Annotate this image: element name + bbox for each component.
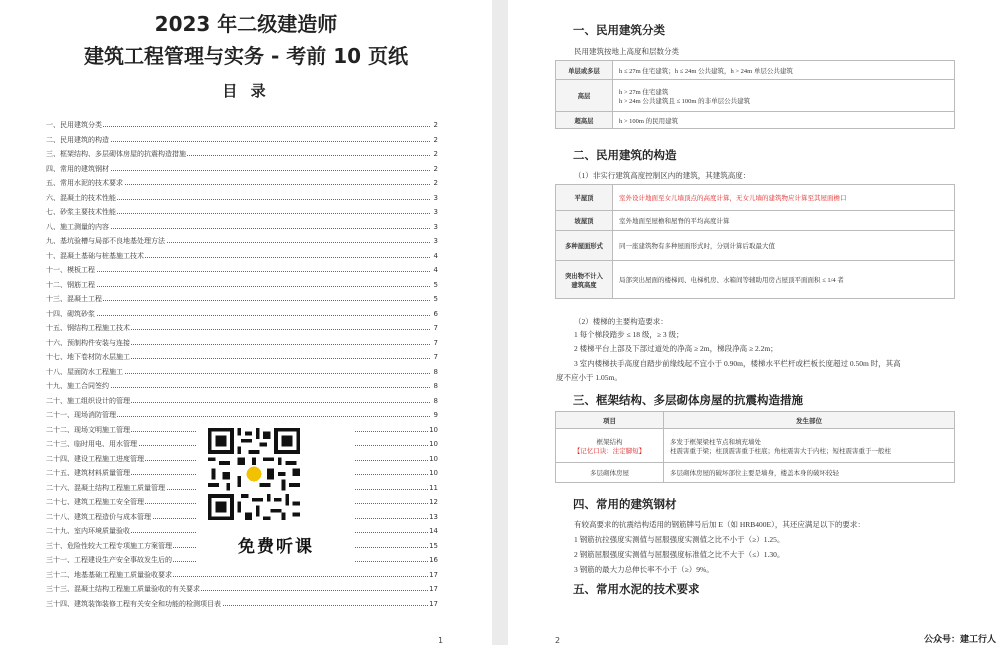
toc-entry-label: 二十一、现场消防管理 <box>46 411 116 419</box>
table-cell <box>613 80 955 112</box>
toc-entry <box>46 307 438 322</box>
table-header: 发生部位 <box>664 412 955 429</box>
toc-entry-page: 10 <box>428 437 438 452</box>
toc-entry-page: 3 <box>433 234 438 249</box>
toc-entry-page: 15 <box>428 539 438 554</box>
toc-leader <box>46 286 430 287</box>
toc-entry <box>46 568 438 583</box>
toc-entry-page: 7 <box>433 336 438 351</box>
seismic-measures-table <box>555 411 955 483</box>
building-height-table <box>555 184 955 299</box>
section-4-intro: 有较高要求的抗震结构适用的钢筋牌号后加 E（如 HRB400E），其还应满足以下的要求： <box>574 520 865 529</box>
toc-entry <box>46 118 438 133</box>
table-cell-head: 多种屋面形式 <box>556 231 613 261</box>
toc-entry <box>46 582 438 597</box>
table-cell-text: h > 24m 公共建筑且 ≤ 100m 的非单层公共建筑 <box>619 97 751 105</box>
toc-entry <box>46 162 438 177</box>
toc-entry-label: 三、框架结构、多层砌体房屋的抗震构造措施 <box>46 150 186 158</box>
toc-leader <box>46 315 430 316</box>
toc-entry <box>46 176 438 191</box>
toc-entry-label: 二十九、室内环境质量验收 <box>46 527 130 535</box>
table-header: 项目 <box>556 412 664 429</box>
stairs-line-1: 1 每个梯段踏步 ≤ 18 级，≥ 3 级； <box>574 330 684 339</box>
toc-entry-label: 四、常用的建筑钢材 <box>46 164 109 173</box>
toc-entry-label: 二十五、建筑材料质量管理 <box>46 469 130 477</box>
toc-entry-page: 2 <box>433 147 438 162</box>
section-title-4: 四、常用的建筑钢材 <box>573 497 677 511</box>
table-cell-text: 框架结构 <box>596 438 623 446</box>
toc-entry <box>46 191 438 206</box>
table-cell: 多层砌体房屋的破坏部位主要是墙身，楼盖本身的破坏较轻 <box>664 463 955 483</box>
toc-entry-page: 2 <box>433 176 438 191</box>
toc-entry-page: 10 <box>428 466 438 481</box>
table-cell-head: 多层砌体房屋 <box>556 463 664 483</box>
toc-entry <box>46 249 438 264</box>
toc-entry-page: 9 <box>433 408 438 423</box>
toc-entry-label: 十九、施工合同签约 <box>46 382 109 390</box>
mnemonic-text: 【记忆口诀：注定脚短】 <box>573 447 646 455</box>
table-cell-head: 超高层 <box>556 112 613 129</box>
toc-entry-page: 2 <box>433 133 438 148</box>
toc-entry-label: 二、民用建筑的构造 <box>46 135 109 144</box>
toc-entry-label: 三十一、工程建设生产安全事故发生后的 <box>46 556 172 564</box>
table-cell: 室外地面至屋檐和屋脊的平均高度计算 <box>613 211 955 231</box>
toc-entry <box>46 147 438 162</box>
toc-entry-page: 3 <box>433 220 438 235</box>
table-cell-text: 柱震害重于梁；柱顶震害重于柱底；角柱震害大于内柱；短柱震害重于一般柱 <box>670 447 891 455</box>
stairs-line-2: 2 楼梯平台上部及下部过道处的净高 ≥ 2m，梯段净高 ≥ 2.2m； <box>574 344 778 353</box>
table-cell-head <box>556 429 664 463</box>
toc-entry <box>46 321 438 336</box>
toc-entry-label: 五、常用水泥的技术要求 <box>46 179 123 187</box>
toc-entry-page: 8 <box>433 394 438 409</box>
toc-entry-label: 三十四、建筑装饰装修工程有关安全和功能的检测项目表 <box>46 599 221 608</box>
table-cell: 同一座建筑物有多种屋面形式时，分别计算后取最大值 <box>613 231 955 261</box>
table-cell: h > 100m 的民用建筑 <box>613 112 955 129</box>
toc-entry-label: 十四、砌筑砂浆 <box>46 309 95 318</box>
toc-entry-page: 2 <box>433 118 438 133</box>
table-cell-head: 单层或多层 <box>556 61 613 80</box>
wechat-account-label: 公众号：建工行人 <box>923 635 996 645</box>
toc-entry-page: 4 <box>433 249 438 264</box>
toc-entry-label: 十、混凝土基础与桩基施工技术 <box>46 251 144 260</box>
toc-entry-page: 10 <box>428 452 438 467</box>
toc-entry-label: 十五、钢结构工程施工技术 <box>46 324 130 332</box>
toc-entry <box>46 234 438 249</box>
page-number-2: 2 <box>555 636 561 645</box>
toc-entry-page: 7 <box>433 321 438 336</box>
toc-entry-label: 二十四、建设工程施工进度管理 <box>46 454 144 463</box>
toc-entry-page: 6 <box>433 307 438 322</box>
toc-entry-label: 二十八、建筑工程造价与成本管理 <box>46 512 151 521</box>
toc-entry-label: 二十七、建筑工程施工安全管理 <box>46 498 144 506</box>
document-page-1 <box>0 0 492 645</box>
steel-line-1: 1 钢筋抗拉强度实测值与屈服强度实测值之比不小于（≥）1.25。 <box>574 535 785 544</box>
toc-entry-page: 5 <box>433 292 438 307</box>
toc-entry-label: 三十二、地基基础工程施工质量验收要求 <box>46 570 172 579</box>
section-2-intro: （1）非实行建筑高度控制区内的建筑，其建筑高度： <box>574 171 751 180</box>
steel-line-3: 3 钢筋的最大力总伸长率不小于（≥）9%。 <box>574 565 714 574</box>
toc-entry-page: 17 <box>428 568 438 583</box>
toc-entry-page: 11 <box>428 481 438 496</box>
toc-entry-page: 5 <box>433 278 438 293</box>
toc-entry-page: 4 <box>433 263 438 278</box>
page-number-1: 1 <box>438 636 444 645</box>
toc-entry-label: 二十、施工组织设计的管理 <box>46 396 130 405</box>
toc-leader <box>46 126 430 127</box>
table-cell-text: h > 27m 住宅建筑 <box>619 88 669 96</box>
table-cell-head: 平屋顶 <box>556 185 613 211</box>
toc-entry-label: 六、混凝土的技术性能 <box>46 193 116 202</box>
toc-entry-label: 九、基坑验槽与局部不良地基处理方法 <box>46 237 165 245</box>
toc-entry-page: 13 <box>428 510 438 525</box>
toc-entry <box>46 379 438 394</box>
stairs-intro: （2）楼梯的主要构造要求： <box>574 317 668 326</box>
toc-entry-page: 2 <box>433 162 438 177</box>
toc-entry <box>46 336 438 351</box>
toc-entry-label: 十三、混凝土工程 <box>46 295 102 303</box>
section-title-5: 五、常用水泥的技术要求 <box>573 582 700 596</box>
section-title-3: 三、框架结构、多层砌体房屋的抗震构造措施 <box>573 393 803 407</box>
section-title-2: 二、民用建筑的构造 <box>573 148 677 162</box>
toc-entry-page: 8 <box>433 365 438 380</box>
toc-entry <box>46 365 438 380</box>
toc-entry-page: 8 <box>433 379 438 394</box>
stairs-line-3: 3 室内楼梯扶手高度自踏步前缘线起不宜小于 0.90m，楼梯水平栏杆或栏板长度超过 0.50m 时，其高 <box>574 359 901 368</box>
qr-logo-icon <box>247 467 262 482</box>
toc-entry <box>46 133 438 148</box>
toc-entry-label: 三十、危险性较大工程专项施工方案管理 <box>46 541 172 550</box>
section-1-intro: 民用建筑按地上高度和层数分类 <box>574 47 679 56</box>
toc-entry <box>46 205 438 220</box>
toc-entry <box>46 263 438 278</box>
toc-entry-page: 16 <box>428 553 438 568</box>
table-cell-head: 高层 <box>556 80 613 112</box>
table-cell-text: h ≤ 27m 住宅建筑；h ≤ 24m 公共建筑，h > 24m 单层公共建筑 <box>619 67 793 75</box>
toc-entry-page: 12 <box>428 495 438 510</box>
toc-leader <box>46 300 430 301</box>
toc-entry-label: 七、砂浆主要技术性能 <box>46 208 116 216</box>
stairs-line-4: 度不应小于 1.05m。 <box>556 373 622 382</box>
toc-entry-page: 17 <box>428 582 438 597</box>
toc-entry <box>46 597 438 612</box>
toc-entry <box>46 278 438 293</box>
table-cell <box>613 61 955 80</box>
toc-entry-label: 三十三、混凝土结构工程施工质量验收的有关要求 <box>46 585 200 593</box>
table-cell-head: 坡屋顶 <box>556 211 613 231</box>
toc-entry-label: 二十二、现场文明施工管理 <box>46 425 130 434</box>
toc-entry-label: 二十三、临时用电、用水管理 <box>46 440 137 448</box>
doc-title-year: 2023 年二级建造师 <box>154 12 338 36</box>
toc-entry-label: 十七、地下卷材防水层施工 <box>46 353 130 361</box>
toc-heading: 目 录 <box>222 82 270 100</box>
table-cell: 局部突出屋面的楼梯间、电梯机房、水箱间等辅助用房占屋顶平面面积 ≤ 1/4 者 <box>613 261 955 299</box>
toc-entry <box>46 292 438 307</box>
table-cell: 室外设计地面至女儿墙顶点的高度计算，无女儿墙的建筑物应计算至其屋面檐口 <box>613 185 955 211</box>
table-cell-text: 多发于框架梁柱节点和填充墙处 <box>670 438 761 446</box>
toc-entry-label: 二十六、混凝土结构工程施工质量管理 <box>46 483 165 492</box>
toc-entry-page: 10 <box>428 423 438 438</box>
steel-line-2: 2 钢筋屈服强度实测值与屈服强度标准值之比不大于（≤）1.30。 <box>574 550 785 559</box>
toc-leader <box>46 271 430 272</box>
toc-entry <box>46 350 438 365</box>
toc-entry <box>46 220 438 235</box>
section-title-1: 一、民用建筑分类 <box>573 23 665 37</box>
toc-entry-page: 14 <box>428 524 438 539</box>
doc-title-subject: 建筑工程管理与实务 - 考前 10 页纸 <box>84 44 408 68</box>
toc-entry <box>46 394 438 409</box>
document-page-2 <box>508 0 1000 645</box>
toc-entry-label: 十一、模板工程 <box>46 266 95 274</box>
toc-entry-label: 十八、屋面防水工程施工 <box>46 367 123 376</box>
toc-entry-label: 十二、钢筋工程 <box>46 280 95 289</box>
toc-entry-label: 八、施工测量的内容 <box>46 222 109 231</box>
toc-entry-page: 7 <box>433 350 438 365</box>
table-cell-head: 突出物不计入建筑高度 <box>556 261 613 299</box>
toc-entry-page: 17 <box>428 597 438 612</box>
toc-entry-label: 一、民用建筑分类 <box>46 121 102 129</box>
qr-code-icon <box>208 428 300 520</box>
building-classification-table <box>555 60 955 129</box>
toc-entry-page: 3 <box>433 205 438 220</box>
watermark-text: 免费听课 <box>238 537 314 557</box>
table-cell <box>664 429 955 463</box>
toc-entry-page: 3 <box>433 191 438 206</box>
toc-entry-label: 十六、预制构件安装与连接 <box>46 338 130 347</box>
